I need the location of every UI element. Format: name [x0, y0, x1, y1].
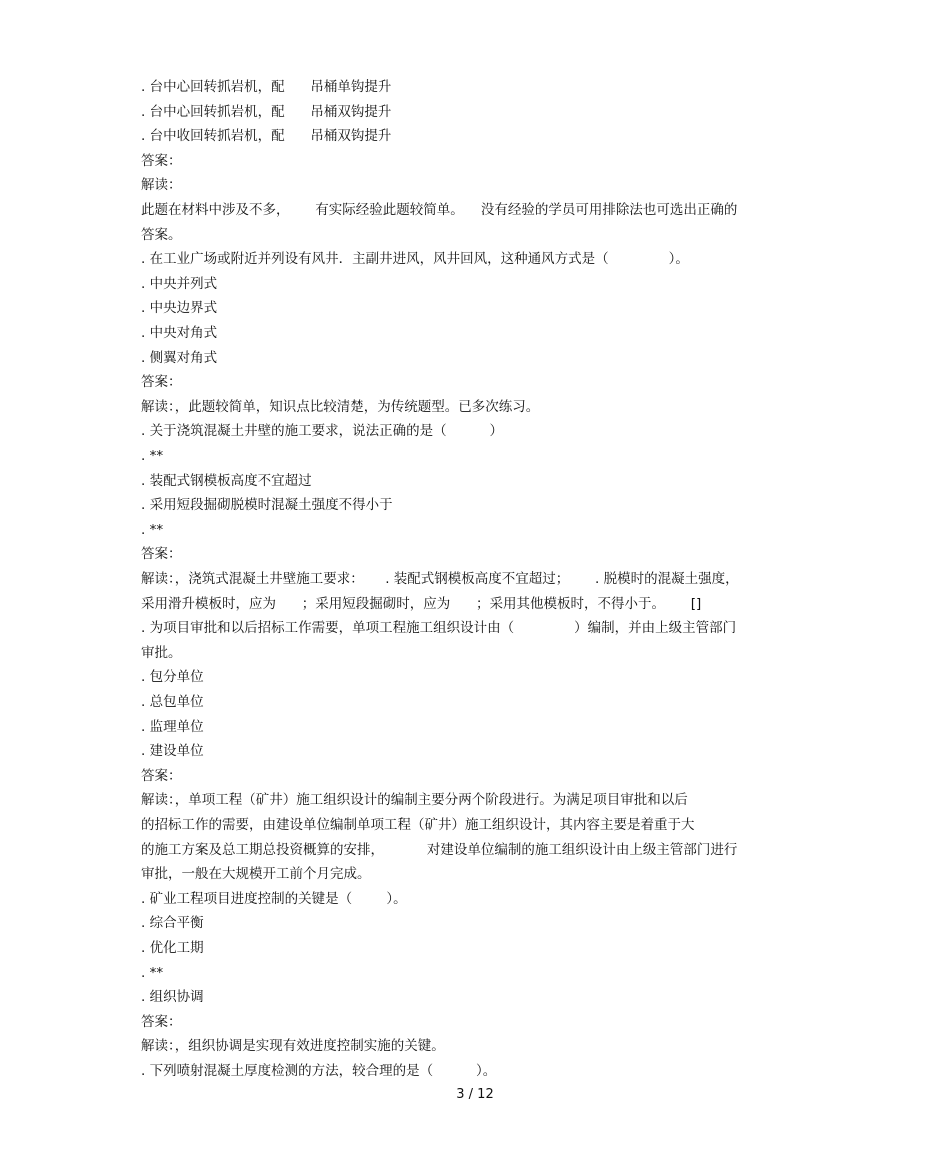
text-line: . 台中心回转抓岩机，配 吊桶双钩提升	[141, 103, 392, 120]
text-line: . 组织协调	[141, 989, 204, 1006]
text-line: . 台中心回转抓岩机，配 吊桶单钩提升	[141, 79, 392, 95]
text-line: . 为项目审批和以后招标工作需要，单项工程施工组织设计由（ ）编制，并由上级主管部门	[141, 620, 737, 637]
text-line: . 中央并列式	[141, 275, 218, 292]
text-line: 的招标工作的需要，由建设单位编制单项工程（矿井）施工组织设计，其内容主要是着重于大	[141, 817, 695, 833]
text-line: 答案：	[141, 546, 182, 563]
text-line: . 建设单位	[141, 743, 204, 760]
text-line: 答案：	[141, 152, 182, 169]
text-line: 解读：	[141, 177, 182, 194]
text-line: . 矿业工程项目进度控制的关键是（ ）。	[141, 890, 407, 907]
text-line: . 监理单位	[141, 718, 204, 735]
text-line: . **	[141, 521, 164, 538]
text-line: . 综合平衡	[141, 915, 204, 932]
text-line: 答案。	[141, 226, 182, 243]
text-line: 解读：，组织协调是实现有效进度控制实施的关键。	[141, 1038, 445, 1055]
text-line: 解读：，此题较简单，知识点比较清楚，为传统题型。已多次练习。	[141, 398, 540, 415]
text-line: . 优化工期	[141, 940, 204, 956]
text-line: 审批。	[141, 644, 182, 661]
text-line: 采用滑升模板时，应为 ；采用短段掘砌时，应为 ；采用其他模板时，不得小于。 []	[141, 595, 702, 612]
text-line: 此题在材料中涉及不多， 有实际经验此题较简单。 没有经验的学员可用排除法也可选出正确的	[141, 202, 738, 218]
text-line: . 台中收回转抓岩机，配 吊桶双钩提升	[141, 128, 392, 145]
text-line: . 侧翼对角式	[141, 349, 218, 366]
text-line: 解读：，浇筑式混凝土井壁施工要求： . 装配式钢模板高度不宜超过； . 脱模时的混凝土强度，	[141, 571, 739, 587]
text-line: . **	[141, 448, 164, 464]
text-line: . 在工业广场或附近并列设有风井．主副井进风，风井回风，这种通风方式是（ ）。	[141, 251, 689, 268]
text-line: . 包分单位	[141, 669, 204, 686]
text-line: 答案：	[141, 767, 182, 784]
text-line: 解读：，单项工程（矿井）施工组织设计的编制主要分两个阶段进行。为满足项目审批和以后	[141, 792, 688, 809]
text-line: 的施工方案及总工期总投资概算的安排， 对建设单位编制的施工组织设计由上级主管部门进行	[141, 841, 738, 858]
text-line: . 中央边界式	[141, 300, 218, 317]
text-line: . 采用短段掘砌脱模时混凝土强度不得小于	[141, 497, 393, 514]
text-line: . 下列喷射混凝土厚度检测的方法，较合理的是（ ）。	[141, 1063, 497, 1079]
text-line: 审批，一般在大规模开工前个月完成。	[141, 866, 371, 883]
text-line: . 总包单位	[141, 694, 204, 710]
text-line: 答案：	[141, 1013, 182, 1030]
page-number: 3 / 12	[456, 1087, 494, 1102]
text-line: 答案：	[141, 374, 182, 391]
text-line: . 关于浇筑混凝土井壁的施工要求，说法正确的是（ ）	[141, 423, 503, 440]
text-line: . **	[141, 964, 164, 981]
text-line: . 装配式钢模板高度不宜超过	[141, 472, 312, 489]
text-line: . 中央对角式	[141, 325, 218, 341]
